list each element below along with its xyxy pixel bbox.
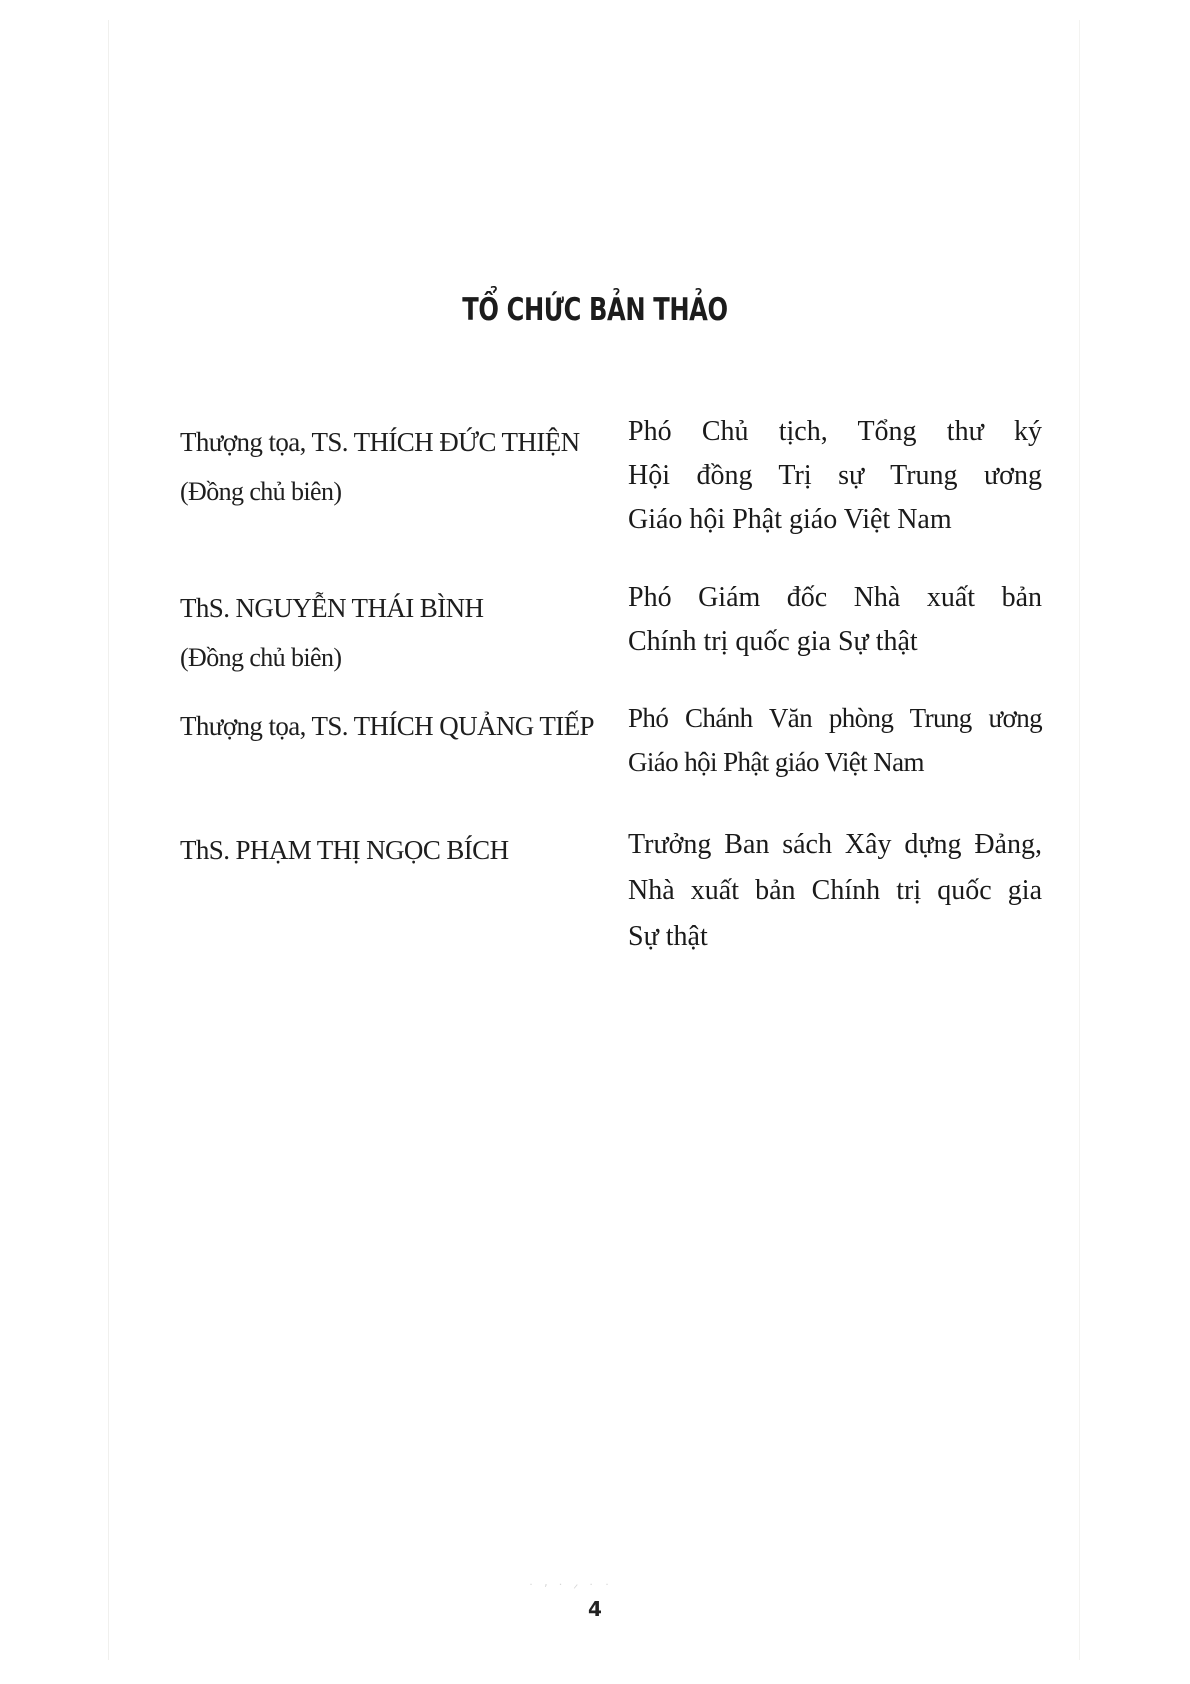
page-number: 4 xyxy=(588,1597,602,1621)
credit-name-block xyxy=(180,826,600,875)
credit-position-line: Hội đồng Trị sự Trung ương xyxy=(628,460,1042,491)
credit-name: Thượng tọa, TS. THÍCH ĐỨC THIỆN xyxy=(180,427,580,457)
credit-position xyxy=(628,410,1042,542)
credit-position xyxy=(628,576,1042,664)
credit-position-line: Trưởng Ban sách Xây dựng Đảng, xyxy=(628,829,1042,860)
credit-name: Thượng tọa, TS. THÍCH QUẢNG TIẾP xyxy=(180,711,594,741)
credit-role-note: (Đồng chủ biên) xyxy=(180,643,342,672)
credit-role-note: (Đồng chủ biên) xyxy=(180,477,342,506)
credit-position-line: Phó Chủ tịch, Tổng thư ký xyxy=(628,416,1042,447)
page-title: TỔ CHỨC BẢN THẢO xyxy=(462,292,728,328)
credit-position-line: Sự thật xyxy=(628,921,708,952)
credit-position-line: Phó Chánh Văn phòng Trung ương xyxy=(628,703,1042,733)
credit-position xyxy=(628,822,1042,960)
credit-position-line: Giáo hội Phật giáo Việt Nam xyxy=(628,504,952,535)
credit-name-block xyxy=(180,584,600,682)
credit-position-line: Nhà xuất bản Chính trị quốc gia xyxy=(628,875,1042,906)
credit-position-line: Giáo hội Phật giáo Việt Nam xyxy=(628,747,924,777)
credit-name-block xyxy=(180,702,620,751)
credit-position xyxy=(628,696,1042,784)
credit-name-block xyxy=(180,418,600,516)
page-number-ornament: ˙ ʼ ˙ ᐟ ˙ ˙ xyxy=(528,1582,613,1596)
credit-position-line: Phó Giám đốc Nhà xuất bản xyxy=(628,582,1042,613)
credit-name: ThS. NGUYỄN THÁI BÌNH xyxy=(180,593,484,623)
credit-name: ThS. PHẠM THỊ NGỌC BÍCH xyxy=(180,835,509,865)
credit-position-line: Chính trị quốc gia Sự thật xyxy=(628,626,918,657)
